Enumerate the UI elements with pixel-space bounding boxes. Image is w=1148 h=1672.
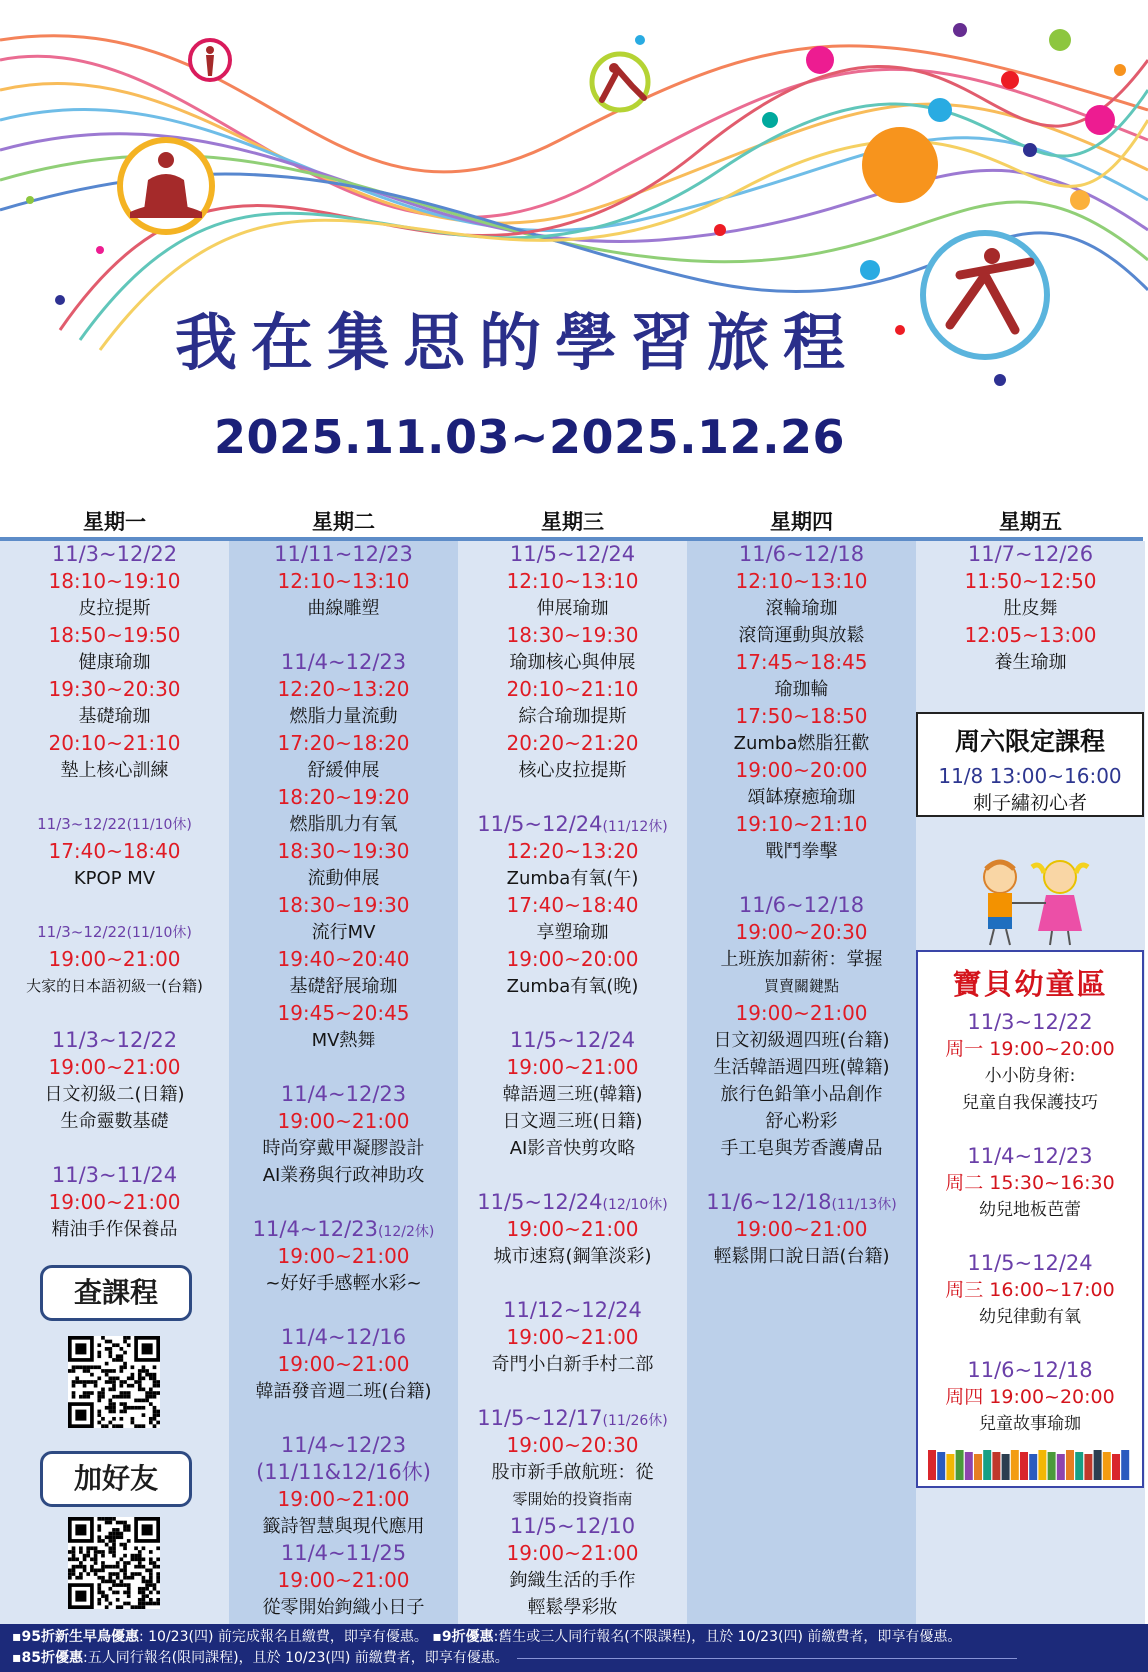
kids-zone-title: 寶貝幼童區 <box>952 967 1108 1001</box>
footer-rule <box>517 1658 1017 1659</box>
course-name: MV熱舞 <box>311 1030 376 1051</box>
qr-code-icon[interactable] <box>68 1517 160 1609</box>
course-date-range: 11/5~12/24(11/12休) <box>477 812 668 836</box>
column-wednesday <box>458 541 687 1624</box>
spacer <box>458 1162 687 1189</box>
course-time: 12:10~13:10 <box>506 569 639 593</box>
course-time: 19:00~21:00 <box>48 1055 181 1079</box>
day-header-mon: 星期一 <box>83 510 146 534</box>
course-name: 燃脂肌力有氧 <box>289 814 398 835</box>
course-time: 12:20~13:20 <box>506 839 639 863</box>
course-date-range: 11/3~11/24 <box>51 1163 178 1187</box>
spacer <box>0 784 229 811</box>
spacer <box>458 1270 687 1297</box>
column-thursday <box>687 541 916 1624</box>
course-name: Zumba有氧(午) <box>506 868 639 889</box>
course-name: 生活韓語週四班(韓籍) <box>713 1057 890 1078</box>
course-time: 19:00~21:00 <box>277 1352 410 1376</box>
course-date-range: 11/4~12/23(12/2休) <box>252 1217 435 1241</box>
day-header-fri: 星期五 <box>999 510 1062 534</box>
course-date-range: 11/4~11/25 <box>280 1541 407 1565</box>
course-name: 瑜珈核心與伸展 <box>509 652 636 673</box>
course-name: 皮拉提斯 <box>78 598 151 619</box>
course-name: 基礎舒展瑜珈 <box>289 976 398 997</box>
course-date-range: 11/3~12/22(11/10休) <box>37 815 192 833</box>
course-name: 股市新手啟航班：從 <box>491 1462 654 1483</box>
kids-course-date: 11/6~12/18 <box>967 1358 1093 1382</box>
course-date-range: 11/4~12/23 <box>280 1082 407 1106</box>
course-name: ~好好手感輕水彩~ <box>265 1273 422 1294</box>
kids-course-time: 周四 19:00~20:00 <box>945 1386 1115 1408</box>
course-name: 上班族加薪術：掌握 <box>720 949 883 970</box>
qr-code-icon[interactable] <box>68 1336 160 1428</box>
kids-course-name: 兒童故事瑜珈 <box>979 1414 1081 1434</box>
course-date-range: 11/3~12/22 <box>51 542 178 566</box>
add-friend-button[interactable]: 加好友 <box>40 1451 192 1507</box>
course-name: 奇門小白新手村二部 <box>491 1354 654 1375</box>
course-name: 滾筒運動與放鬆 <box>738 625 865 646</box>
course-time: 19:00~21:00 <box>735 1217 868 1241</box>
day-header-thu: 星期四 <box>770 510 833 534</box>
course-name: 基礎瑜珈 <box>78 706 151 727</box>
course-date-range: 11/3~12/22(11/10休) <box>37 923 192 941</box>
group-discount-label: ▪85折優惠 <box>12 1650 83 1666</box>
kids-zone-box <box>916 950 1144 1488</box>
kids-course-time: 周二 15:30~16:30 <box>945 1172 1115 1194</box>
course-time: 20:10~21:10 <box>48 731 181 755</box>
spacer <box>687 1162 916 1189</box>
holiday-note: (11/10休) <box>126 925 192 941</box>
spacer <box>229 1297 458 1324</box>
course-name: 買賣關鍵點 <box>763 977 839 995</box>
ten-percent-label: ▪9折優惠 <box>432 1629 494 1645</box>
course-time: 17:40~18:40 <box>506 893 639 917</box>
kids-course-date: 11/3~12/22 <box>967 1010 1093 1034</box>
course-name: 伸展瑜珈 <box>536 598 609 619</box>
holiday-note: (11/10休) <box>126 817 192 833</box>
holiday-note: (11/13休) <box>831 1197 897 1213</box>
course-time: 12:10~13:10 <box>277 569 410 593</box>
course-time: 18:30~19:30 <box>506 623 639 647</box>
course-time: 18:30~19:30 <box>277 839 410 863</box>
kids-course-name: 兒童自我保護技巧 <box>962 1093 1098 1113</box>
course-date-range: 11/5~12/10 <box>509 1514 636 1538</box>
course-name: 鉤織生活的手作 <box>509 1570 636 1591</box>
course-date-range: 11/5~12/17(11/26休) <box>477 1406 668 1430</box>
course-time: 19:00~21:00 <box>735 1001 868 1025</box>
course-time: 17:40~18:40 <box>48 839 181 863</box>
kids-course <box>918 1357 1142 1438</box>
spacer <box>458 784 687 811</box>
course-time: 19:00~20:30 <box>735 920 868 944</box>
course-time: 19:00~21:00 <box>277 1568 410 1592</box>
course-name: 韓語發音週二班(台籍) <box>255 1381 432 1402</box>
course-time: 19:00~21:00 <box>506 1055 639 1079</box>
kids-course <box>918 1009 1142 1117</box>
spacer <box>687 865 916 892</box>
kids-course <box>918 1250 1142 1331</box>
kids-illustration-icon <box>960 855 1100 947</box>
date-range: 2025.11.03~2025.12.26 <box>214 410 846 464</box>
course-name: 籤詩智慧與現代應用 <box>262 1516 425 1537</box>
holiday-note: (11/12休) <box>602 819 668 835</box>
day-header-tue: 星期二 <box>312 510 375 534</box>
kids-course-date: 11/5~12/24 <box>967 1251 1093 1275</box>
kids-course <box>918 1143 1142 1224</box>
course-name: 滾輪瑜珈 <box>765 598 838 619</box>
course-date-range: 11/5~12/24 <box>509 1028 636 1052</box>
kids-course-time: 周三 16:00~17:00 <box>945 1279 1115 1301</box>
course-time: 19:00~21:00 <box>506 1325 639 1349</box>
course-name: 日文初級週四班(台籍) <box>713 1030 890 1051</box>
yoga-pose-icon <box>190 40 230 80</box>
course-time: 19:00~21:00 <box>48 947 181 971</box>
course-date-range: 11/3~12/22 <box>51 1028 178 1052</box>
course-name: 核心皮拉提斯 <box>518 760 627 781</box>
course-name: 燃脂力量流動 <box>289 706 398 727</box>
course-name: Zumba燃脂狂歡 <box>733 733 870 754</box>
course-time: 18:20~19:20 <box>277 785 410 809</box>
course-name: KPOP MV <box>73 868 156 889</box>
course-time: 12:05~13:00 <box>964 623 1097 647</box>
spacer <box>0 1135 229 1162</box>
course-time: 17:20~18:20 <box>277 731 410 755</box>
course-name: 健康瑜珈 <box>78 652 151 673</box>
holiday-note: (11/26休) <box>602 1413 668 1429</box>
course-name: 綜合瑜珈提斯 <box>518 706 627 727</box>
course-date-range: (11/11&12/16休) <box>256 1460 431 1484</box>
course-name: 肚皮舞 <box>1003 598 1058 619</box>
course-name: 流行MV <box>311 922 376 943</box>
course-time: 17:50~18:50 <box>735 704 868 728</box>
kids-course-name: 幼兒律動有氧 <box>979 1307 1081 1327</box>
course-date-range: 11/6~12/18 <box>738 542 865 566</box>
course-time: 19:00~21:00 <box>277 1109 410 1133</box>
course-date-range: 11/6~12/18 <box>738 893 865 917</box>
course-time: 20:10~21:10 <box>506 677 639 701</box>
spacer <box>458 1378 687 1405</box>
kids-course-list <box>918 1009 1142 1438</box>
course-name: 日文週三班(日籍) <box>502 1111 643 1132</box>
course-time: 19:10~21:10 <box>735 812 868 836</box>
course-time: 18:30~19:30 <box>277 893 410 917</box>
column-tuesday <box>229 541 458 1624</box>
page-title: 我在集思的學習旅程 <box>175 306 860 379</box>
saturday-title: 周六限定課程 <box>954 727 1105 756</box>
holiday-note: (12/10休) <box>602 1197 668 1213</box>
course-name: 城市速寫(鋼筆淡彩) <box>493 1246 652 1267</box>
course-time: 19:00~21:00 <box>277 1244 410 1268</box>
course-time: 18:10~19:10 <box>48 569 181 593</box>
course-time: 19:00~21:00 <box>506 1541 639 1565</box>
hero-banner <box>0 0 1148 490</box>
course-date-range: 11/5~12/24 <box>509 542 636 566</box>
course-time: 19:00~21:00 <box>277 1487 410 1511</box>
course-time: 18:50~19:50 <box>48 623 181 647</box>
discount-footer <box>0 1624 1148 1672</box>
course-time: 12:10~13:10 <box>735 569 868 593</box>
course-time: 12:20~13:20 <box>277 677 410 701</box>
course-time: 19:00~20:00 <box>735 758 868 782</box>
day-header-wed: 星期三 <box>541 510 604 534</box>
course-name: 流動伸展 <box>307 868 380 889</box>
course-date-range: 11/4~12/23 <box>280 650 407 674</box>
saturday-course-name: 刺子繡初心者 <box>972 792 1087 814</box>
course-date-range: 11/5~12/24(12/10休) <box>477 1190 668 1214</box>
early-bird-label: ▪95折新生早鳥優惠 <box>12 1629 139 1645</box>
course-name: 輕鬆開口說日語(台籍) <box>713 1246 890 1267</box>
kids-course-date: 11/4~12/23 <box>967 1144 1093 1168</box>
spacer <box>229 1405 458 1432</box>
early-bird-text: : 10/23(四) 前完成報名且繳費，即享有優惠。 <box>138 1629 428 1645</box>
course-name: 生命靈數基礎 <box>60 1111 169 1132</box>
course-name: 舒緩伸展 <box>307 760 380 781</box>
course-name: 戰鬥拳擊 <box>765 841 838 862</box>
spacer <box>458 1000 687 1027</box>
kids-course-name: 幼兒地板芭蕾 <box>979 1200 1081 1220</box>
course-name: AI業務與行政神助攻 <box>262 1165 425 1186</box>
course-name: 大家的日本語初級一(台籍) <box>26 977 203 995</box>
course-time: 19:00~21:00 <box>506 1217 639 1241</box>
spacer <box>0 1000 229 1027</box>
course-name: 養生瑜珈 <box>994 652 1067 673</box>
kids-course-name: 小小防身術: <box>984 1066 1076 1086</box>
course-time: 19:00~21:00 <box>48 1190 181 1214</box>
books-icon <box>928 1446 1132 1482</box>
spacer <box>229 1054 458 1081</box>
course-name: 墊上核心訓練 <box>60 760 169 781</box>
course-name: 日文初級二(日籍) <box>44 1084 185 1105</box>
course-time: 19:00~20:30 <box>506 1433 639 1457</box>
course-name: 精油手作保養品 <box>51 1219 178 1240</box>
spacer <box>229 622 458 649</box>
course-date-range: 11/4~12/16 <box>280 1325 407 1349</box>
course-time: 17:45~18:45 <box>735 650 868 674</box>
yoga-warrior-icon <box>923 233 1047 357</box>
course-name: 韓語週三班(韓籍) <box>502 1084 643 1105</box>
holiday-note: (12/2休) <box>377 1224 435 1240</box>
course-name: 享塑瑜珈 <box>536 922 609 943</box>
saturday-course-box <box>916 712 1144 817</box>
yoga-pose-icon <box>592 54 648 110</box>
course-name: 瑜珈輪 <box>774 679 829 700</box>
group-discount-text: :五人同行報名(限同課程)，且於 10/23(四) 前繳費者，即享有優惠。 <box>82 1650 509 1666</box>
yoga-meditation-icon <box>120 140 212 232</box>
course-date-range: 11/11~12/23 <box>274 542 413 566</box>
course-name: 時尚穿戴甲凝膠設計 <box>262 1138 425 1159</box>
saturday-date-time: 11/8 13:00~16:00 <box>938 764 1122 788</box>
course-time: 19:30~20:30 <box>48 677 181 701</box>
spacer <box>229 1189 458 1216</box>
kids-course-time: 周一 19:00~20:00 <box>945 1038 1115 1060</box>
ten-percent-text: :舊生或三人同行報名(不限課程)，且於 10/23(四) 前繳費者，即享有優惠。 <box>493 1629 962 1645</box>
spacer <box>0 892 229 919</box>
course-date-range: 11/7~12/26 <box>967 542 1094 566</box>
course-name: 從零開始鉤織小日子 <box>262 1597 425 1618</box>
course-time: 20:20~21:20 <box>506 731 639 755</box>
course-time: 11:50~12:50 <box>964 569 1097 593</box>
course-name: AI影音快剪攻略 <box>509 1138 636 1159</box>
course-date-range: 11/4~12/23 <box>280 1433 407 1457</box>
course-name: 舒心粉彩 <box>765 1111 838 1132</box>
course-time: 19:00~20:00 <box>506 947 639 971</box>
course-date-range: 11/12~12/24 <box>503 1298 642 1322</box>
course-name: 頌缽療癒瑜珈 <box>747 787 856 808</box>
course-name: 曲線雕塑 <box>307 598 380 619</box>
course-name: 旅行色鉛筆小品創作 <box>720 1084 883 1105</box>
course-name: 輕鬆學彩妝 <box>527 1597 618 1618</box>
course-time: 19:45~20:45 <box>277 1001 410 1025</box>
course-name: 零開始的投資指南 <box>512 1490 633 1508</box>
course-name: Zumba有氧(晚) <box>506 976 639 997</box>
course-date-range: 11/6~12/18(11/13休) <box>706 1190 897 1214</box>
course-time: 19:40~20:40 <box>277 947 410 971</box>
search-courses-button[interactable]: 查課程 <box>40 1265 192 1321</box>
course-name: 手工皂與芳香護膚品 <box>720 1138 883 1159</box>
